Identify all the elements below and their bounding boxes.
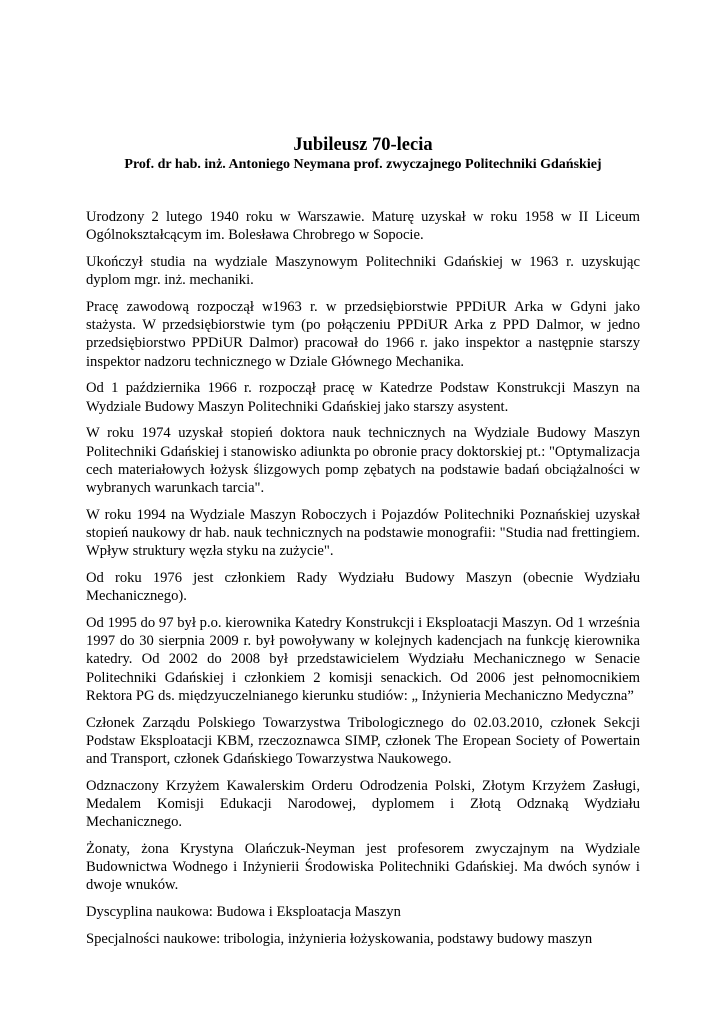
- document-page: [86, 134, 640, 957]
- paragraph-functions: Od 1995 do 97 był p.o. kierownika Katedry Konstrukcji i Eksploatacji Maszyn. Od 1 września 1997 do 30 sierpnia 2009 r. był powoływany w kolejnych kadencjach na funkcję kierownika katedry. Od 2002 do 2008 był przedstawicielem Wydziału Mechanicznego w Senacie Politechniki Gdańskiej i członkiem 2 komisji senackich. Od 2006 jest pełnomocnikiem Rektora PG ds. międzyuczelnianego kierunku studiów: „ Inżynieria Mechaniczno Medyczna”: [86, 615, 640, 704]
- paragraph-assistant: Od 1 października 1966 r. rozpoczął pracę w Katedrze Podstaw Konstrukcji Maszyn na Wydziale Budowy Maszyn Politechniki Gdańskiej jako starszy asystent.: [86, 380, 640, 415]
- paragraph-discipline: Dyscyplina naukowa: Budowa i Eksploatacja Maszyn: [86, 904, 401, 921]
- paragraph-memberships: Członek Zarządu Polskiego Towarzystwa Tribologicznego do 02.03.2010, członek Sekcji Podstaw Eksploatacji KBM, rzeczoznawca SIMP, członek The Eropean Society of Powertain and Transport, członek Gdańskiego Towarzystwa Naukowego.: [86, 714, 640, 768]
- paragraph-first-job: Pracę zawodową rozpoczął w1963 r. w przedsiębiorstwie PPDiUR Arka w Gdyni jako stażysta. W przedsiębiorstwie tym (po połączeniu PPDiUR Arka z PPD Dalmor, w jedno przedsiębiorstwo PPDiUR Dalmor) pracował do 1966 r. jako inspektor a następnie starszy inspektor nadzoru technicznego w Dziale Głównego Mechanika.: [86, 299, 640, 370]
- paragraph-studies: Ukończył studia na wydziale Maszynowym Politechniki Gdańskiej w 1963 r. uzyskując dyplom mgr. inż. mechaniki.: [86, 254, 640, 289]
- paragraph-habilitation: W roku 1994 na Wydziale Maszyn Roboczych i Pojazdów Politechniki Poznańskiej uzyskał stopień naukowy dr hab. nauk technicznych na podstawie monografii: "Studia nad frettingiem. Wpływ struktury węzła styku na zużycie".: [86, 506, 640, 560]
- paragraph-birth: Urodzony 2 lutego 1940 roku w Warszawie. Maturę uzyskał w roku 1958 w II Liceum Ogólnokształcącym im. Bolesława Chrobrego w Sopocie.: [86, 209, 640, 244]
- document-subtitle: Prof. dr hab. inż. Antoniego Neymana prof. zwyczajnego Politechniki Gdańskiej: [124, 157, 602, 172]
- paragraph-specialties: Specjalności naukowe: tribologia, inżynieria łożyskowania, podstawy budowy maszyn: [86, 931, 593, 948]
- paragraph-family: Żonaty, żona Krystyna Olańczuk-Neyman jest profesorem zwyczajnym na Wydziale Budownictwa Wodnego i Inżynierii Środowiska Politechniki Gdańskiej. Ma dwóch synów i dwoje wnuków.: [86, 841, 640, 894]
- paragraph-awards: Odznaczony Krzyżem Kawalerskim Orderu Odrodzenia Polski, Złotym Krzyżem Zasługi, Medalem Komisji Edukacji Narodowej, dyplomem i Złotą Odznaką Wydziału Mechanicznego.: [86, 777, 640, 831]
- paragraph-faculty-council: Od roku 1976 jest członkiem Rady Wydziału Budowy Maszyn (obecnie Wydziału Mechanicznego).: [86, 570, 640, 605]
- paragraph-doctorate: W roku 1974 uzyskał stopień doktora nauk technicznych na Wydziale Budowy Maszyn Politechniki Gdańskiej i stanowisko adiunkta po obronie pracy doktorskiej pt.: "Optymalizacja cech materiałowych łożysk ślizgowych pomp zębatych na podstawie badań obciążalności w wybranych warunkach tarcia".: [86, 425, 640, 497]
- document-title: Jubileusz 70-lecia: [293, 135, 433, 155]
